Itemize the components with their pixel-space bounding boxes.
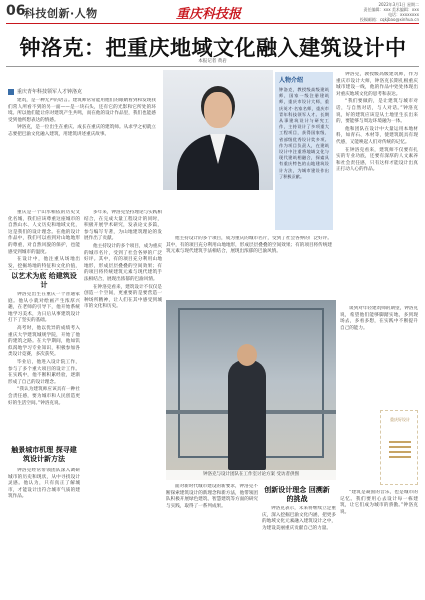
column-4 — [166, 484, 258, 594]
body-paragraph: 面对新时代城市建设的新要求，钟洛克不断探索建筑设计的新理念和新方法，他带领团队积极开展绿色建筑、智慧建筑等方面的研究与实践，取得了一系列成果。 — [166, 484, 258, 509]
decorative-text: 重庆好设计 — [390, 417, 410, 422]
decorative-lines-icon — [389, 441, 411, 443]
article-byline: 本报记者 黄岩 — [198, 59, 227, 64]
header-rule — [6, 23, 419, 24]
meta-editors: 责任编辑：xxx 美术编辑：xxx — [363, 7, 419, 12]
body-paragraph: 钟洛克出生在重庆一个普通家庭。他从小就对绘画产生浓厚兴趣，在老师的引导下，他开始系统地学习美术，为日后从事建筑设计打下了坚实的基础。 — [8, 292, 80, 324]
lead-paragraph: 钟洛克，是一位出生在重庆、成长在重庆的建筑师。从求学之初就立志要把巴渝文化融入建筑，用建筑讲述重庆故事。 — [8, 125, 156, 137]
header-meta — [360, 2, 419, 22]
column-1b — [8, 292, 80, 442]
column-4b — [262, 506, 336, 594]
profile-title: 人物介绍 — [279, 77, 304, 84]
right-column — [336, 72, 418, 302]
column-1a — [8, 210, 80, 270]
page-header — [0, 0, 425, 24]
body-paragraph: 毕业后，他进入设计院工作，参与了多个重大项目的设计工作。在实践中，他不断积累经验，逐渐形成了自己的设计理念。 — [8, 359, 80, 385]
headline-rule — [6, 66, 419, 67]
top-caption-text: 重庆青年科技领军人才钟洛克 — [17, 89, 83, 95]
column-2 — [84, 210, 162, 594]
column-1c — [8, 468, 80, 594]
body-paragraph: 他主持设计的多个项目，成为重庆的城市名片，受到了社会各界的广泛好评。其中，有的项目充分利用山地地形，形成层层叠叠的空间效果；有的项目将传统建筑元素与现代建筑手法相结合，展现出浓郁的巴渝风情。 — [166, 236, 332, 255]
lead-column — [8, 98, 156, 208]
section-title: 科技创新·人物 — [24, 7, 98, 20]
body-paragraph: 他主持设计的多个项目，成为重庆的城市名片，受到了社会各界的广泛好评。其中，有的项目充分利用山地地形，形成层层叠叠的空间效果；有的项目将传统建筑元素与现代建筑手法相结合，展现出浓郁的巴渝风情。 — [84, 243, 162, 282]
top-caption — [8, 88, 82, 95]
meta-date: 2022年3月1日 星期二 — [378, 2, 419, 7]
newspaper-brand: 重庆科技报 — [176, 7, 242, 22]
subhead-2: 触景城市机理 探寻建筑设计新方法 — [11, 446, 77, 463]
column-5b — [340, 490, 418, 594]
body-paragraph: 在设计中，他注重从场地出发，挖掘场地的特征和文化价值， — [8, 257, 80, 269]
team-photo-caption: 钟洛克与设计团队在工作室讨论方案 受访者供图 — [166, 470, 336, 480]
body-paragraph: 高考时，他以优异的成绩考入重庆大学建筑城规学院，开始了他的建筑之路。在大学期间，他如饥似渴地学习专业知识，积极参加各类设计竞赛，多次获奖。 — [8, 325, 80, 358]
body-paragraph: “我们要做的，是让建筑与城市对话，与自然对话，与人对话。”钟洛克说，好的建筑应该是从土地里生长出来的，要能够与周边环境融为一体。 — [336, 99, 418, 125]
team-photo — [166, 300, 336, 480]
body-paragraph: 重庆是一个山水相依的历史文化名城，我们应该尊重这座城市的自然山水、人文历史和地域文化，这是我们的设计理念。在他的设计作品中，我们可以看到对山地地形的尊重，对自然风貌的保护，也能感受到城市的温度。 — [8, 210, 80, 255]
body-paragraph: 在钟洛克看来，建筑设计不仅仅是创造一个空间，更重要的是要营造一种场所精神，让人们在其中感受到城市的文化和历史。 — [84, 284, 162, 310]
article-headline: 钟洛克：把重庆地域文化融入建筑设计中 — [19, 36, 407, 60]
decorative-box — [380, 410, 418, 485]
body-paragraph: 他和团队在设计中大量运用本地材料，如青石、木材等，使建筑既具有现代感，又能唤起人们对传统的记忆。 — [336, 126, 418, 145]
body-paragraph: 多年来，钟洛克坚持理论与实践相结合，在完成大量工程设计的同时，积极开展学术研究，发表论文多篇，参与编写专著，为山地建筑理论的发展作出了贡献。 — [84, 210, 162, 242]
subhead-3: 创新设计理念 回溯新的挑战 — [264, 486, 330, 503]
meta-phone: 电话：xxxxxxxx — [388, 12, 419, 17]
page-number: 06 — [6, 3, 26, 19]
meta-email: 投稿邮箱：cqkjbao@xinhua.cn — [359, 17, 419, 22]
body-paragraph: 钟洛克表示，未来将继续立足重庆，深入挖掘巴渝文化内涵，把更多的地域文化元素融入建筑设计之中，为建设美丽重庆贡献自己的力量。 — [262, 506, 336, 531]
profile-text: 钟洛克，教授级高级建筑师，国家一级注册建筑师，重庆市设计大师，重庆英才·名家名师，重庆市青年科技领军人才。长期从事建筑设计与研究工作，主持设计了多项重大工程项目，获得国家级、省部级优秀设计奖多项。作为项目负责人，在建筑设计中注重将地域文化与现代建筑相融合，探索具有重庆特色的山地建筑设计方法，为城市建设作出了积极贡献。 — [279, 87, 329, 179]
body-paragraph: 谈到对年轻建筑师的期望，钟洛克说，希望他们能够脚踏实地，多到现场去，多看多想，在实践中不断提升自己的能力。 — [340, 306, 418, 331]
body-paragraph: 在钟洛克看来，建筑师不仅要有扎实的专业功底，还要有深厚的人文素养和社会责任感，只有这样才能设计出真正打动人心的作品。 — [336, 147, 418, 173]
subhead-1: 以艺术为底 给建筑设计 — [11, 272, 77, 289]
portrait-photo — [163, 70, 273, 190]
body-paragraph: “我认为建筑师应该具有一种社会责任感，要为城市和人民创造更好的生活空间。”钟洛克说。 — [8, 387, 80, 406]
column-mid — [166, 236, 332, 296]
profile-box — [275, 72, 333, 230]
column-5 — [340, 306, 418, 406]
body-paragraph: 钟洛克，教授级高级建筑师，作为重庆市设计大师，钟洛克长期扎根重庆城市建设一线，他的作品中处处体现出对重庆地域文化的思考和表达。 — [336, 72, 418, 97]
lead-paragraph: 建筑，是一种无声的语言。建筑师常常能用他们的眼睛看到和发现我们常人所看不到的另一面——是一块石头，还有它的光影和它所处的环境。所以他们能让你对建筑产生共鸣，而在他的设计作品里，我们也能感受到他所想表达的情感。 — [8, 98, 156, 123]
body-paragraph: 钟洛克经常带领团队深入调研城市的历史和现状，从中寻找设计灵感。他认为，只有真正了解城市，才能设计出符合城市气质的建筑作品。 — [8, 468, 80, 500]
caption-marker-icon — [8, 89, 14, 95]
body-paragraph: “建筑是凝固的音乐，也是城市的记忆。我们要用心去设计每一栋建筑，让它们成为城市的骄傲。”钟洛克说。 — [340, 490, 418, 515]
